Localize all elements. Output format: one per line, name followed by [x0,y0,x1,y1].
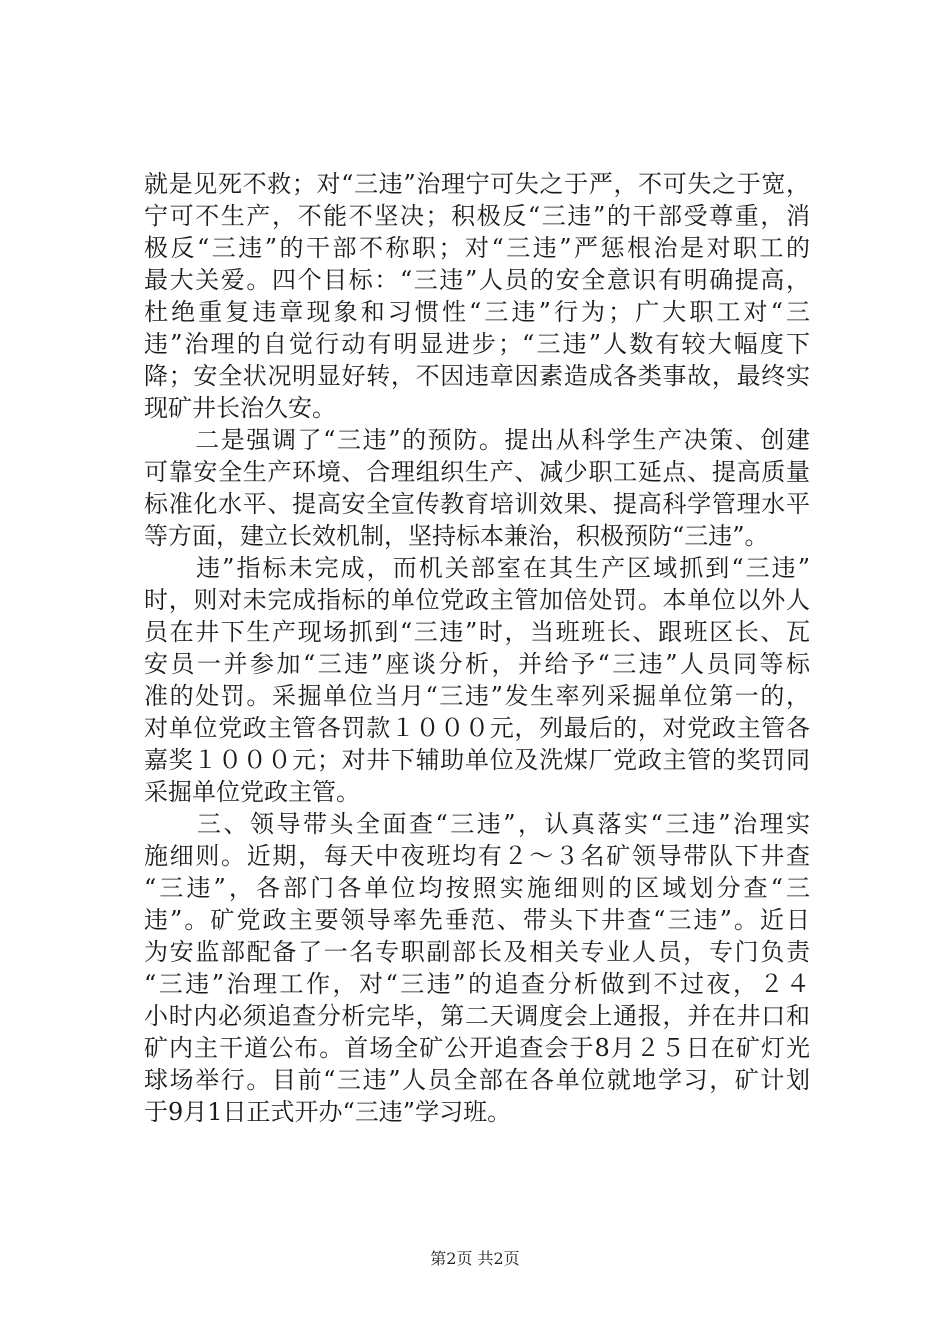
text-line: “三违”，各部门各单位均按照实施细则的区域划分查“三 [144,874,810,902]
text-line: 施细则。近期，每天中夜班均有２～３名矿领导带队下井查 [144,842,810,870]
body-text [144,168,810,1128]
text-line: 就是见死不救；对“三违”治理宁可失之于严，不可失之于宽， [144,170,810,198]
text-line: 准的处罚。采掘单位当月“三违”发生率列采掘单位第一的， [144,682,810,710]
text-line: 矿内主干道公布。首场全矿公开追查会于8月２５日在矿灯光 [144,1034,810,1062]
text-line: 违”治理的自觉行动有明显进步；“三违”人数有较大幅度下 [144,330,810,358]
text-line: 极反“三违”的干部不称职；对“三违”严惩根治是对职工的 [144,234,810,262]
text-line: 降；安全状况明显好转，不因违章因素造成各类事故，最终实 [144,362,810,390]
text-line: 可靠安全生产环境、合理组织生产、减少职工延点、提高质量 [144,458,810,486]
text-line: 三、领导带头全面查“三违”，认真落实“三违”治理实 [144,810,810,838]
text-line: 安员一并参加“三违”座谈分析，并给予“三违”人员同等标 [144,650,810,678]
text-line: 嘉奖１０００元；对井下辅助单位及洗煤厂党政主管的奖罚同 [144,746,810,774]
text-line: 杜绝重复违章现象和习惯性“三违”行为；广大职工对“三 [144,298,810,326]
text-line: 员在井下生产现场抓到“三违”时，当班班长、跟班区长、瓦 [144,618,810,646]
text-line: 为安监部配备了一名专职副部长及相关专业人员，专门负责 [144,938,810,966]
text-line: 现矿井长治久安。 [144,394,336,422]
text-line: 于9月1日正式开办“三违”学习班。 [144,1098,512,1126]
text-line: “三违”治理工作，对“三违”的追查分析做到不过夜，２４ [144,970,810,998]
text-line: 等方面，建立长效机制，坚持标本兼治，积极预防“三违”。 [144,522,769,550]
text-line: 违”。矿党政主要领导率先垂范、带头下井查“三违”。近日 [144,906,810,934]
text-line: 时，则对未完成指标的单位党政主管加倍处罚。本单位以外人 [144,586,810,614]
text-line: 对单位党政主管各罚款１０００元，列最后的，对党政主管各 [144,714,810,742]
text-line: 标准化水平、提高安全宣传教育培训效果、提高科学管理水平 [144,490,810,518]
text-line: 宁可不生产，不能不坚决；积极反“三违”的干部受尊重，消 [144,202,810,230]
text-line: 最大关爱。四个目标：“三违”人员的安全意识有明确提高， [144,266,810,294]
text-line: 球场举行。目前“三违”人员全部在各单位就地学习，矿计划 [144,1066,810,1094]
text-line: 违”指标未完成，而机关部室在其生产区域抓到“三违” [144,554,810,582]
page-footer: 第2页 共2页 [430,1249,520,1268]
text-line: 小时内必须追查分析完毕，第二天调度会上通报，并在井口和 [144,1002,810,1030]
text-line: 采掘单位党政主管。 [144,778,360,806]
text-line: 二是强调了“三违”的预防。提出从科学生产决策、创建 [144,426,810,454]
